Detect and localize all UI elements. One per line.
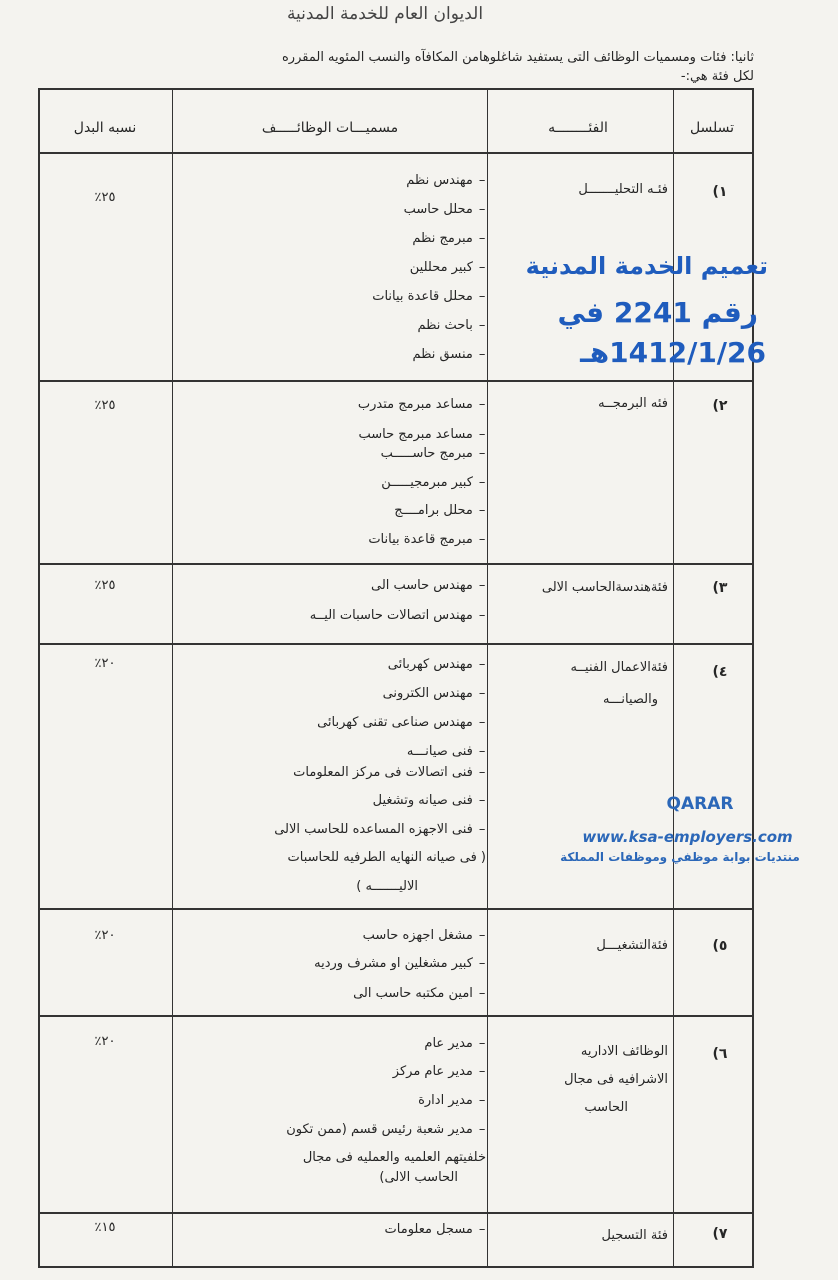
job-title: –مهندس كهربائى — [387, 657, 486, 672]
column-header-jobs: مسميـــات الوظائـــــف — [261, 120, 399, 136]
job-title: –محلل حاسب — [403, 202, 486, 217]
job-title: ( فى صيانه النهايه الطرفيه للحاسبات — [287, 850, 486, 865]
job-title: –مهندس اتصالات حاسبات اليــه — [309, 608, 486, 623]
column-header-serial: تسلسل — [689, 120, 735, 136]
row-divider — [38, 643, 754, 645]
job-title: –مدير عام مركز — [392, 1064, 486, 1079]
job-title: –محلل قاعدة بيانات — [372, 289, 486, 304]
job-title: –مدير ادارة — [418, 1093, 486, 1108]
row-percentage: ٢٥٪ — [94, 578, 116, 593]
job-title: –مدير شعبة رئيس قسم (ممن تكون — [286, 1122, 486, 1137]
row-category: فئة التسجيل — [601, 1228, 668, 1243]
job-title: –مدير عام — [424, 1036, 486, 1051]
job-title: –مبرمج قاعدة بيانات — [368, 532, 486, 547]
job-title: –محلل برامــــج — [394, 503, 486, 518]
job-title: –فنى الاجهزه المساعده للحاسب الالى — [274, 822, 486, 837]
row-category: فئه البرمجــه — [598, 396, 668, 411]
job-title: –مهندس الكترونى — [382, 686, 486, 701]
row-percentage: ٢٥٪ — [94, 398, 116, 413]
circular-stamp-date: 1412/1/26هـ — [580, 336, 766, 369]
row-percentage: ٢٠٪ — [94, 928, 116, 943]
job-title: الاليـــــــه ) — [356, 879, 418, 894]
page-header-title: الديوان العام للخدمة المدنية — [286, 4, 484, 24]
intro-line-1: ثانيا: فئات ومسميات الوظائف التى يستفيد شاغلوهامن المكافآه والنسب المئويه المقرره — [282, 50, 754, 65]
job-title: –مهندس صناعى تقنى كهربائى — [317, 715, 486, 730]
row-divider — [38, 1212, 754, 1214]
job-title: خلفيتهم العلميه والعمليه فى مجال — [302, 1150, 486, 1165]
job-title: –مساعد مبرمج حاسب — [358, 427, 486, 442]
row-divider — [38, 152, 754, 154]
row-category: فئةالاعمال الفنيــه والصيانـــه — [570, 660, 668, 707]
job-title: –فنى صيانه وتشغيل — [372, 793, 486, 808]
job-title: الحاسب الالى) — [379, 1170, 458, 1185]
job-title: –مشغل اجهزه حاسب — [362, 928, 486, 943]
row-divider — [38, 380, 754, 382]
row-percentage: ٢٠٪ — [94, 1034, 116, 1049]
row-serial: ٦) — [712, 1046, 728, 1062]
job-title: –مسجل معلومات — [384, 1222, 486, 1237]
job-title: –مبرمج نظم — [412, 231, 486, 246]
job-title: –مهندس حاسب الى — [370, 578, 486, 593]
row-percentage: ٢٠٪ — [94, 656, 116, 671]
row-serial: ٢) — [712, 398, 728, 414]
row-category: فئةالتشغيـــل — [596, 938, 668, 953]
job-title: –باحث نظم — [417, 318, 486, 333]
job-title: –مساعد مبرمج متدرب — [357, 397, 486, 412]
watermark-url: www.ksa-employers.com — [582, 828, 793, 846]
row-serial: ٥) — [712, 938, 728, 954]
row-category: الوظائف الاداريه الاشرافيه فى مجال الحاسب — [564, 1044, 668, 1115]
job-title: –امين مكتبه حاسب الى — [353, 986, 486, 1001]
intro-line-2: لكل فئة هي:- — [680, 69, 754, 84]
row-serial: ١) — [712, 184, 728, 200]
job-title: –كبير محللين — [409, 260, 486, 275]
intro-paragraph — [74, 48, 754, 86]
job-title: –كبير مبرمجيـــــن — [381, 475, 486, 490]
circular-stamp-number: رقم 2241 في — [557, 296, 758, 329]
job-title: –فنى اتصالات فى مركز المعلومات — [293, 765, 486, 780]
column-header-category: الفئــــــــه — [548, 120, 608, 136]
row-serial: ٤) — [712, 664, 728, 680]
job-title: –فنى صيانـــه — [406, 744, 486, 759]
row-serial: ٣) — [712, 580, 728, 596]
job-title: –منسق نظم — [412, 347, 486, 362]
watermark-logo: QARAR — [666, 794, 734, 814]
job-title: –مبرمج حاســـــب — [380, 446, 486, 461]
row-percentage: ١٥٪ — [94, 1220, 116, 1235]
watermark-subtitle: منتديات بوابة موظفي وموظفات المملكة — [560, 850, 800, 864]
job-title: –مهندس نظم — [406, 173, 486, 188]
row-divider — [38, 563, 754, 565]
row-percentage: ٢٥٪ — [94, 190, 116, 205]
row-divider — [38, 908, 754, 910]
row-divider — [38, 1015, 754, 1017]
row-serial: ٧) — [712, 1226, 728, 1242]
circular-stamp-title: تعميم الخدمة المدنية — [525, 252, 768, 280]
row-category: فئةهندسةالحاسب الالى — [541, 580, 668, 595]
job-title: –كبير مشغلين او مشرف ورديه — [314, 956, 486, 971]
column-header-percentage: نسبه البدل — [73, 120, 137, 136]
row-category: فئـه التحليـــــــل — [578, 182, 668, 197]
